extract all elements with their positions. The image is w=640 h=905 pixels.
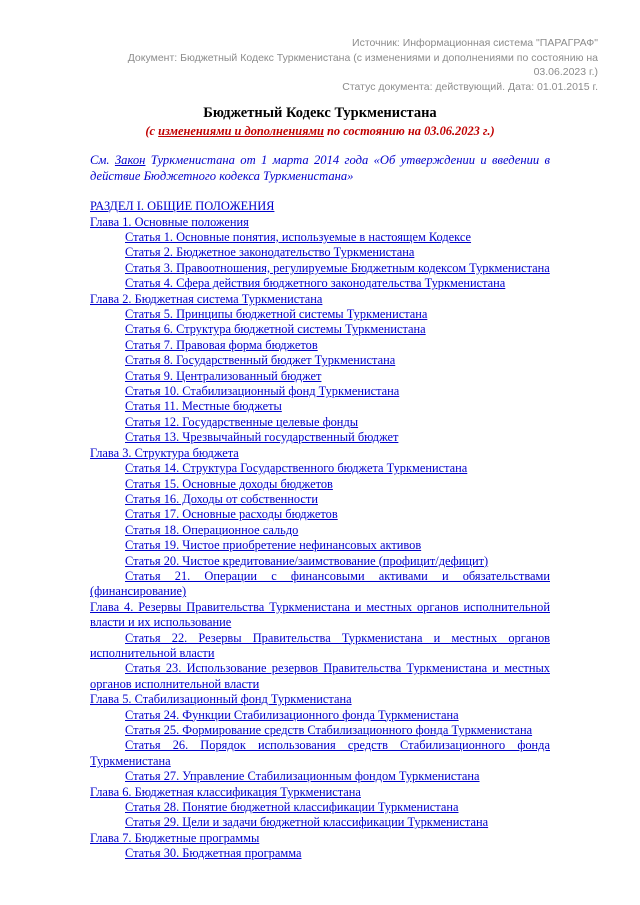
toc-link[interactable]: Статья 12. Государственные целевые фонды <box>125 414 359 429</box>
toc-entry-article <box>90 723 550 738</box>
toc-link[interactable]: Глава 4. Резервы Правительства Туркменистана и местных органов исполнительной власти и их использование <box>90 599 550 630</box>
toc-entry-article <box>90 507 550 522</box>
toc-link[interactable]: Глава 2. Бюджетная система Туркменистана <box>90 291 323 306</box>
toc-entry-article <box>90 738 550 769</box>
toc-entry-article <box>90 523 550 538</box>
see-also-prefix: См. <box>90 153 115 167</box>
toc-link[interactable]: Глава 3. Структура бюджета <box>90 445 239 460</box>
toc-link[interactable]: Статья 13. Чрезвычайный государственный бюджет <box>125 430 399 445</box>
toc-link[interactable]: Статья 14. Структура Государственного бюджета Туркменистана <box>125 461 468 476</box>
toc-entry-article <box>90 477 550 492</box>
toc-entry-article <box>90 338 550 353</box>
toc-link[interactable]: Статья 5. Принципы бюджетной системы Туркменистана <box>125 307 428 322</box>
toc-link[interactable]: Глава 5. Стабилизационный фонд Туркменистана <box>90 692 352 707</box>
page-title: Бюджетный Кодекс Туркменистана <box>203 105 437 121</box>
toc-link[interactable]: Статья 26. Порядок использования средств Стабилизационного фонда Туркменистана <box>90 738 550 768</box>
toc-entry-article <box>90 800 550 815</box>
toc-entry-article <box>90 415 550 430</box>
toc-entry-article <box>90 815 550 830</box>
toc-link[interactable]: Статья 22. Резервы Правительства Туркменистана и местных органов исполнительной власти <box>90 630 550 660</box>
toc-link[interactable]: Статья 28. Понятие бюджетной классификации Туркменистана <box>125 800 459 815</box>
toc-entry-article <box>90 461 550 476</box>
toc-link[interactable]: Статья 18. Операционное сальдо <box>125 522 299 537</box>
toc-entry-article <box>90 554 550 569</box>
see-also-suffix: Туркменистана от 1 марта 2014 года «Об утверждении и введении в действие Бюджетного кодекса Туркменистана» <box>90 153 551 183</box>
toc-link[interactable]: Статья 23. Использование резервов Правительства Туркменистана и местных органов исполнительной власти <box>90 661 550 691</box>
toc-entry-article <box>90 353 550 368</box>
toc-entry-article <box>90 384 550 399</box>
toc-entry-chapter <box>90 785 550 800</box>
toc-link[interactable]: Статья 10. Стабилизационный фонд Туркменистана <box>125 384 400 399</box>
page-subtitle <box>90 124 550 139</box>
toc-entry-article <box>90 569 550 600</box>
toc-link[interactable]: Статья 7. Правовая форма бюджетов <box>125 337 318 352</box>
toc-entry-article <box>90 538 550 553</box>
toc-entry-article <box>90 245 550 260</box>
toc-entry-chapter <box>90 600 550 631</box>
amendments-link[interactable]: изменениями и дополнениями <box>158 124 324 138</box>
toc-entry-article <box>90 492 550 507</box>
header-document-info: Документ: Бюджетный Кодекс Туркменистана (с изменениями и дополнениями по состоянию на 03.06.2023 г.) <box>127 52 598 78</box>
toc-entry-chapter <box>90 831 550 846</box>
toc-entry-article <box>90 369 550 384</box>
subtitle-prefix: (с <box>145 124 159 138</box>
toc-link[interactable]: Статья 1. Основные понятия, используемые в настоящем Кодексе <box>125 230 472 244</box>
toc-entry-article <box>90 631 550 662</box>
toc-entry-article <box>90 276 550 291</box>
toc-link[interactable]: Статья 15. Основные доходы бюджетов <box>125 476 333 491</box>
toc-link[interactable]: Статья 21. Операции с финансовыми активами и обязательствами (финансирование) <box>90 568 550 599</box>
toc-entry-chapter <box>90 692 550 707</box>
toc-link[interactable]: Статья 24. Функции Стабилизационного фонда Туркменистана <box>125 707 459 722</box>
header-status: Статус документа: действующий. Дата: 01.01.2015 г. <box>342 81 598 93</box>
toc-link[interactable]: РАЗДЕЛ I. ОБЩИЕ ПОЛОЖЕНИЯ <box>90 199 275 214</box>
toc-link[interactable]: Статья 2. Бюджетное законодательство Туркменистана <box>125 245 415 260</box>
subtitle-suffix: по состоянию на 03.06.2023 г.) <box>323 124 495 138</box>
toc-link[interactable]: Статья 16. Доходы от собственности <box>125 491 318 506</box>
header-source: Источник: Информационная система "ПАРАГРАФ" <box>352 37 598 49</box>
toc-link[interactable]: Статья 20. Чистое кредитование/заимствование (профицит/дефицит) <box>125 553 489 568</box>
toc-entry-article <box>90 399 550 414</box>
toc-entry-article <box>90 307 550 322</box>
toc-link[interactable]: Статья 29. Цели и задачи бюджетной классификации Туркменистана <box>125 815 489 830</box>
toc-link[interactable]: Статья 4. Сфера действия бюджетного законодательства Туркменистана <box>125 276 506 291</box>
toc-link[interactable]: Статья 6. Структура бюджетной системы Туркменистана <box>125 322 426 337</box>
toc-entry-chapter <box>90 446 550 461</box>
toc-entry-article <box>90 846 550 861</box>
toc-link[interactable]: Статья 17. Основные расходы бюджетов <box>125 507 338 522</box>
law-link[interactable]: Закон <box>114 153 146 167</box>
toc-link[interactable]: Статья 27. Управление Стабилизационным фондом Туркменистана <box>125 769 480 784</box>
see-also-note <box>90 153 550 184</box>
toc <box>90 199 550 861</box>
toc-link[interactable]: Статья 11. Местные бюджеты <box>125 399 282 414</box>
toc-link[interactable]: Статья 19. Чистое приобретение нефинансовых активов <box>125 538 422 553</box>
toc-entry-article <box>90 261 550 276</box>
toc-link[interactable]: Статья 8. Государственный бюджет Туркменистана <box>125 353 396 368</box>
toc-link[interactable]: Статья 3. Правоотношения, регулируемые Бюджетным кодексом Туркменистана <box>125 260 550 275</box>
document-content <box>90 105 550 862</box>
toc-entry-article <box>90 769 550 784</box>
toc-entry-article <box>90 322 550 337</box>
toc-entry-article <box>90 230 550 245</box>
toc-link[interactable]: Глава 1. Основные положения <box>90 214 249 229</box>
toc-entry-chapter <box>90 292 550 307</box>
toc-link[interactable]: Глава 6. Бюджетная классификация Туркменистана <box>90 784 361 799</box>
toc-entry-article <box>90 661 550 692</box>
toc-link[interactable]: Статья 30. Бюджетная программа <box>125 846 302 861</box>
toc-link[interactable]: Статья 25. Формирование средств Стабилизационного фонда Туркменистана <box>125 723 533 737</box>
toc-entry-section <box>90 199 550 214</box>
toc-entry-article <box>90 430 550 445</box>
document-header <box>93 36 598 94</box>
toc-link[interactable]: Глава 7. Бюджетные программы <box>90 830 260 845</box>
toc-entry-chapter <box>90 215 550 230</box>
toc-link[interactable]: Статья 9. Централизованный бюджет <box>125 368 322 383</box>
toc-entry-article <box>90 708 550 723</box>
